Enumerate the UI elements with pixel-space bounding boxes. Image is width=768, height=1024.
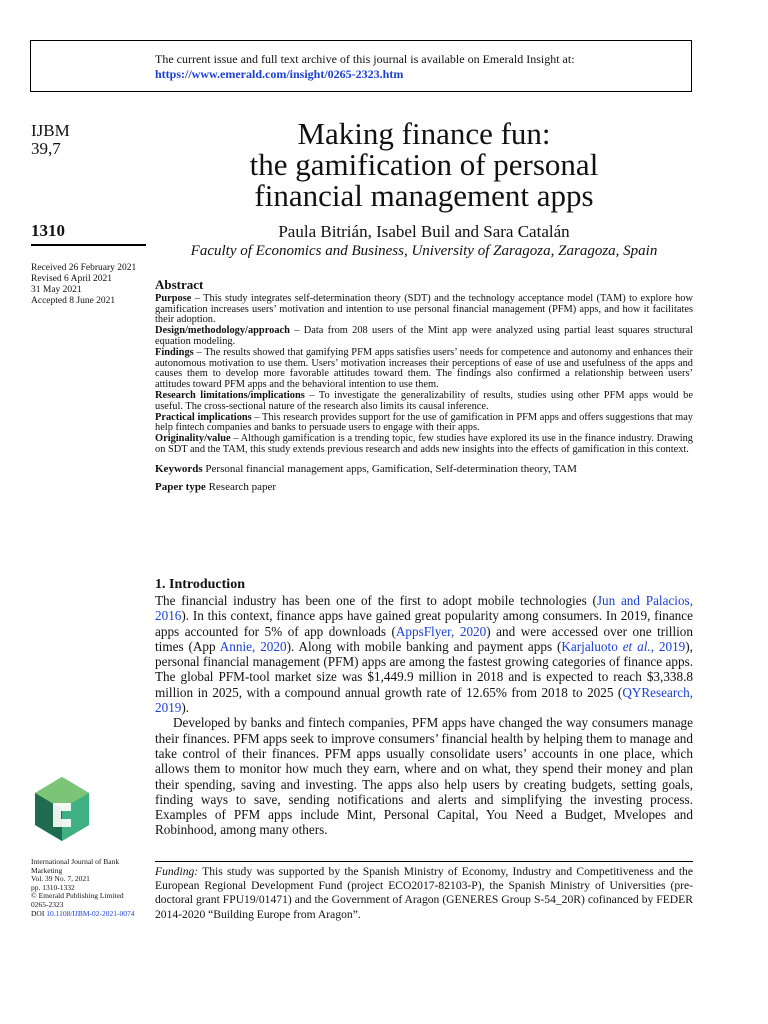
keywords-text: Personal financial management apps, Gamification, Self-determination theory, TAM (202, 462, 577, 475)
funding-text: This study was supported by the Spanish Ministry of Economy, Industry and Competitiveness and the European Regional Development Fund (project ECO2017-82103-P), the Spanish Ministry of Universities (pre-doctoral grant FPU19/01471) and the Government of Aragon (GENERES Group S-54_20R) cofinanced by FEDER 2014-2020 “Building Europe from Aragon”. (155, 865, 693, 921)
meta-line: International Journal of Bank (31, 857, 120, 866)
title-line-1: Making finance fun: (297, 116, 551, 151)
meta-line: 0265-2323 (31, 899, 64, 909)
abstract-practical (155, 413, 693, 435)
intro-text: ). In this context, finance apps have gained great popularity among consumers. In 2019, finance apps accounted for 5% of app downloads ( (155, 608, 693, 639)
limitations-text: – To investigate the generalizability of results, studies using other PFM apps would be useful. The cross-sectional nature of the research also limits its causal inference. (155, 389, 693, 412)
meta-line: © Emerald Publishing Limited (31, 891, 124, 901)
meta-line: Vol. 39 No. 7, 2021 (31, 874, 90, 884)
practical-label: Practical implications (155, 411, 252, 423)
banner-text: The current issue and full text archive of this journal is available on Emerald Insight at: (155, 52, 575, 66)
affiliation: Faculty of Economics and Business, University of Zaragoza, Zaragoza, Spain (190, 243, 658, 259)
funding-label: Funding: (155, 865, 199, 878)
introduction-paragraph-1 (155, 593, 693, 715)
paper-type-label: Paper type (155, 480, 206, 493)
received-date: Received 26 February 2021 (31, 263, 137, 273)
journal-volume: 39,7 (31, 139, 61, 158)
journal-header (31, 122, 70, 158)
design-label: Design/methodology/approach (155, 325, 290, 337)
citation-year: , 2019 (650, 638, 686, 654)
findings-label: Findings (155, 346, 194, 358)
intro-text: ). Along with mobile banking and payment apps ( (286, 638, 562, 654)
intro-text: ) and were accessed over one trillion times (App (155, 623, 693, 654)
findings-text: – The results showed that gamifying PFM apps satisfies users’ needs for competence and autonomy and enhances their autonomous motivation to use them. Users’ motivation increases their perceptions of ease of use and usefulness of the apps and causes them to develop more favorable attitudes toward them. The findings also confirmed a relationship between users’ attitudes toward PFM apps and the behavioral intention to use them. (155, 346, 693, 391)
doi-link[interactable]: 10.1108/IJBM-02-2021-0074 (46, 908, 135, 918)
journal-abbreviation: IJBM (31, 121, 70, 140)
limitations-label: Research limitations/implications (155, 389, 305, 401)
keywords (155, 462, 693, 476)
keywords-label: Keywords (155, 462, 203, 475)
page-number-rule (31, 244, 146, 246)
journal-metadata (31, 858, 151, 918)
design-text: – Data from 208 users of the Mint app were analyzed using partial least squares structural equation modeling. (155, 325, 693, 347)
journal-availability-banner (30, 40, 692, 92)
meta-line: pp. 1310-1332 (31, 882, 75, 892)
originality-label: Originality/value (155, 433, 231, 445)
title-line-2: the gamification of personal (249, 147, 599, 182)
abstract-limitations (155, 391, 693, 413)
abstract-section (155, 277, 694, 494)
abstract-purpose (155, 294, 693, 326)
intro-text: ). (181, 700, 190, 716)
accepted-date: Accepted 8 June 2021 (31, 296, 116, 306)
citation-etal: et al. (622, 638, 651, 654)
citation-author: Karjaluoto (561, 638, 623, 654)
citation-link[interactable] (561, 639, 685, 654)
abstract-originality (155, 434, 693, 456)
intro-text: The financial industry has been one of the first to adopt mobile technologies ( (155, 593, 597, 608)
abstract-heading: Abstract (155, 277, 204, 292)
revised-date: Revised 6 April 2021 (31, 274, 113, 284)
abstract-design (155, 326, 693, 348)
emerald-publishing-logo-icon (31, 775, 93, 847)
introduction-section (155, 577, 693, 838)
introduction-paragraph-2: Developed by banks and fintech companies, PFM apps have changed the way consumers manage their finances. PFM apps seek to improve consumers’ financial health by helping them to manage and take control of their finances. PFM apps usually consolidate users’ accounts in one place, which allows them to monitor how much they earn, where and on what, they spend their money and plan their spending, saving and investing. The apps also help users by creating budgets, setting goals, finding ways to save, sending notifications and alerts and simplifying the investing process. Examples of PFM apps include Mint, Personal Capital, You Need a Budget, Mvelopes and Robinhood, among many others. (155, 715, 693, 838)
journal-url-link[interactable]: https://www.emerald.com/insight/0265-2323.htm (155, 67, 404, 81)
page-number: 1310 (31, 221, 65, 240)
originality-text: – Although gamification is a trending topic, few studies have explored its use in the finance industry. Drawing on SDT and the TAM, this study extends previous research and adds new insights into the effects of gamification in this context. (155, 433, 693, 455)
abstract-findings (155, 348, 693, 391)
authors: Paula Bitrián, Isabel Buil and Sara Catalán (278, 222, 570, 241)
funding-rule (155, 861, 693, 862)
purpose-label: Purpose (155, 292, 192, 304)
doi-line (31, 910, 151, 919)
purpose-text: – This study integrates self-determination theory (SDT) and the technology acceptance model (TAM) to explore how gamification increases users’ motivation and intention to use personal financial management (PFM) apps, and how it facilitates their adoption. (155, 292, 693, 326)
paper-type-text: Research paper (205, 480, 277, 493)
paper-type (155, 480, 693, 494)
paper-title (155, 118, 693, 211)
citation-link[interactable]: QYResearch, 2019 (155, 684, 693, 716)
revised-date-2: 31 May 2021 (31, 285, 82, 295)
doi-label: DOI (31, 908, 47, 918)
meta-line: Marketing (31, 865, 63, 875)
intro-text: ), personal financial management (PFM) apps are among the fastest growing categories of finance apps. The global PFM-tool market size was $1,449.9 million in 2018 and is expected to reach $3,338.8 million in 2025, with a compound annual growth rate of 12.65% from 2018 to 2025 ( (155, 638, 693, 700)
practical-text: – This research provides support for the use of gamification in PFM apps and offers suggestions that may help fintech companies and banks to persuade users to engage with their apps. (155, 411, 694, 434)
funding-note (155, 865, 693, 922)
citation-link[interactable]: AppsFlyer, 2020 (395, 623, 487, 639)
article-dates (31, 263, 136, 307)
introduction-heading: 1. Introduction (155, 577, 245, 592)
citation-link[interactable]: Jun and Palacios, 2016 (155, 593, 693, 624)
citation-link[interactable]: Annie, 2020 (219, 638, 287, 654)
title-line-3: financial management apps (254, 178, 594, 213)
